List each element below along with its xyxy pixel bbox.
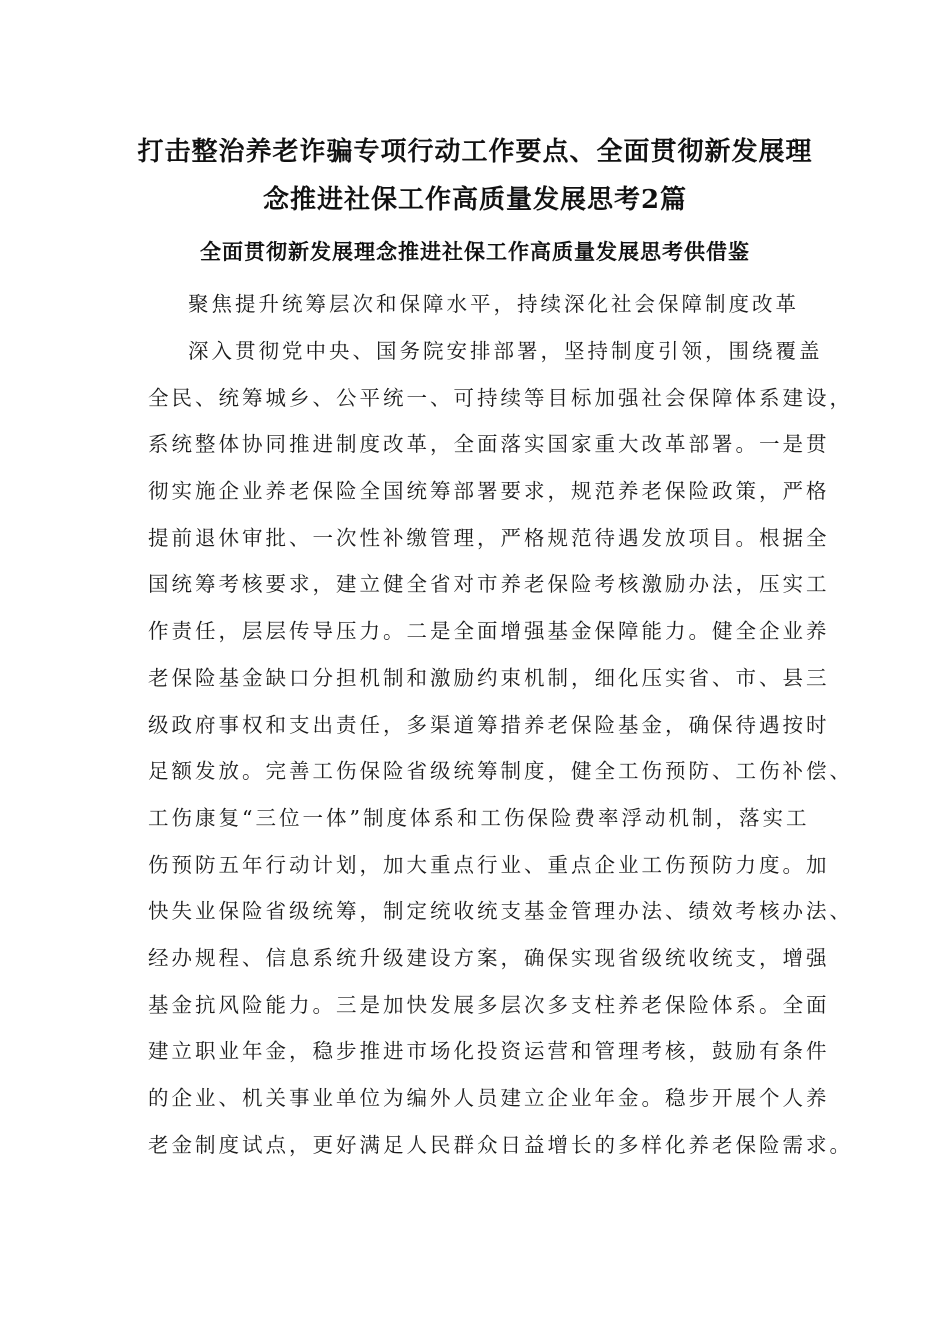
body-line: 老金制度试点，更好满足人民群众日益增长的多样化养老保险需求。 — [148, 1132, 853, 1157]
body-line: 老保险基金缺口分担机制和激励约束机制，细化压实省、市、县三 — [148, 665, 830, 690]
body-line: 伤预防五年行动计划，加大重点行业、重点企业工伤预防力度。加 — [148, 852, 830, 877]
body-line: 作责任，层层传导压力。二是全面增强基金保障能力。健全企业养 — [148, 619, 830, 644]
body-line: 国统筹考核要求，建立健全省对市养老保险考核激励办法，压实工 — [148, 572, 830, 597]
body-line: 基金抗风险能力。三是加快发展多层次多支柱养老保险体系。全面 — [148, 992, 830, 1017]
body-line: 全民、统筹城乡、公平统一、可持续等目标加强社会保障体系建设， — [148, 385, 853, 410]
body-line: 经办规程、信息系统升级建设方案，确保实现省级统收统支，增强 — [148, 945, 830, 970]
body-line: 彻实施企业养老保险全国统筹部署要求，规范养老保险政策，严格 — [148, 479, 830, 504]
document-title — [130, 128, 820, 224]
body-line: 深入贯彻党中央、国务院安排部署，坚持制度引领，围绕覆盖 — [188, 339, 823, 363]
body-line: 级政府事权和支出责任，多渠道筹措养老保险基金，确保待遇按时 — [148, 712, 830, 737]
body-line: 建立职业年金，稳步推进市场化投资运营和管理考核，鼓励有条件 — [148, 1039, 830, 1064]
body-line: 足额发放。完善工伤保险省级统筹制度，健全工伤预防、工伤补偿、 — [148, 759, 853, 784]
body-line: 的企业、机关事业单位为编外人员建立企业年金。稳步开展个人养 — [148, 1086, 830, 1110]
document-subtitle: 全面贯彻新发展理念推进社保工作高质量发展思考供借鉴 — [200, 239, 750, 264]
body-line: 工伤康复“三位一体”制度体系和工伤保险费率浮动机制，落实工 — [148, 805, 810, 830]
document-title-line: 念推进社保工作高质量发展思考2篇 — [262, 185, 688, 215]
document-title-line: 打击整治养老诈骗专项行动工作要点、全面贯彻新发展理 — [137, 137, 813, 167]
body-line: 提前退休审批、一次性补缴管理，严格规范待遇发放项目。根据全 — [148, 525, 830, 550]
section-heading: 聚焦提升统筹层次和保障水平，持续深化社会保障制度改革 — [188, 292, 799, 316]
body-line: 快失业保险省级统筹，制定统收统支基金管理办法、绩效考核办法、 — [148, 899, 853, 924]
body-line: 系统整体协同推进制度改革，全面落实国家重大改革部署。一是贯 — [148, 432, 830, 457]
body-paragraph — [148, 331, 853, 1171]
